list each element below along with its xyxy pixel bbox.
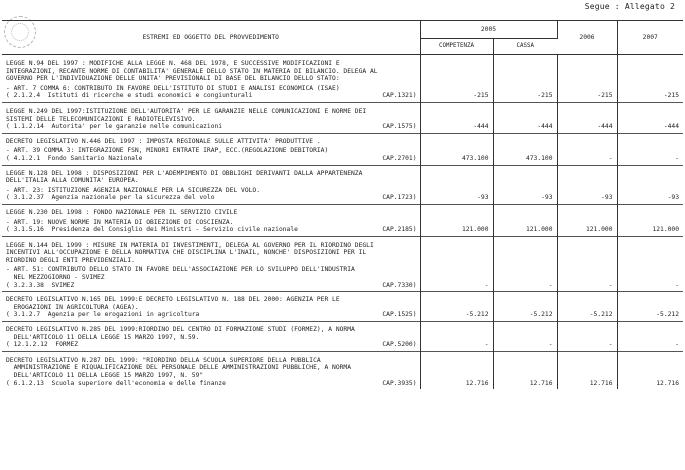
article-line: - ART. 19: NUOVE NORME IN MATERIA DI OBIEZIONE DI COSCIENZA. <box>6 218 234 226</box>
chapter-number: CAP.2701) <box>382 154 417 162</box>
article-line: - ART. 51: CONTRIBUTO DELLO STATO IN FAVORE DELL'ASSOCIAZIONE PER LO SVILUPPO DELL'INDUSTRIA <box>6 266 355 274</box>
value-cell <box>493 102 557 133</box>
provision-title-line: DELL'ARTICOLO 11 DELLA LEGGE 15 MARZO 1997, N. 59" <box>6 372 204 379</box>
budget-code-line <box>6 282 420 290</box>
cassa-2005-value: -93 <box>541 194 553 202</box>
value-cell <box>420 292 493 322</box>
table-row <box>2 292 683 322</box>
provision-title-line: LEGGE N.144 DEL 1999 : MISURE IN MATERIA DI INVESTIMENTI, DELEGA AL GOVERNO PER IL RIORDINO DEGLI <box>6 241 374 249</box>
provision-title-line: DELL'ITALIA ALLA COMUNITA' EUROPEA. <box>6 177 139 185</box>
year-2007-value: - <box>675 281 680 289</box>
year-2007-value: -215 <box>663 92 680 100</box>
article-line: - ART. 39 COMMA 3: INTEGRAZIONE FSN, MINORI ENTRATE IRAP, ECC.(REGOLAZIONE DEBITORIA) <box>6 147 329 155</box>
provision-title-line: SISTEMI DELLE TELECOMUNICAZIONI E RADIOTELEVISIVO. <box>6 115 196 123</box>
year-2006-header: 2006 <box>557 21 617 55</box>
provision-cell <box>2 55 420 103</box>
table-row <box>2 236 683 292</box>
value-cell <box>420 102 493 133</box>
year-2006-value: 121.000 <box>585 226 613 234</box>
year-2005-header: 2005 <box>420 21 557 39</box>
value-cell <box>493 55 557 103</box>
value-cell <box>493 322 557 352</box>
year-2006-value: -93 <box>601 194 613 202</box>
provision-cell <box>2 292 420 322</box>
year-2006-value: -5.212 <box>589 311 613 319</box>
value-cell <box>420 165 493 204</box>
chapter-number: CAP.2185) <box>382 226 417 234</box>
budget-code-line <box>6 226 420 234</box>
cassa-2005-value: 121.000 <box>525 226 553 234</box>
budget-code: ( 12.1.2.12 FORMEZ <box>6 341 79 349</box>
competenza-2005-value: - <box>484 281 489 289</box>
year-2007-value: -93 <box>667 194 680 202</box>
provision-title-line: INCENTIVI ALL'OCCUPAZIONE E DELLA NORMATIVA CHE DISCIPLINA L'INAIL, NONCHE' DISPOSIZIONI PER IL <box>6 249 367 257</box>
value-cell <box>617 322 683 352</box>
value-cell <box>557 165 617 204</box>
budget-code: ( 4.1.2.1 Fondo Sanitario Nazionale <box>6 154 143 162</box>
competenza-2005-value: 121.000 <box>461 226 489 234</box>
chapter-number: CAP.1575) <box>382 123 417 131</box>
value-cell <box>493 165 557 204</box>
budget-code: ( 3.1.5.16 Presidenza del Consiglio dei Ministri - Servizio civile nazionale <box>6 226 298 234</box>
chapter-number: CAP.7330) <box>382 281 417 289</box>
provision-title-line: LEGGE N.94 DEL 1997 : MODIFICHE ALLA LEGGE N. 468 DEL 1978, E SUCCESSIVE MODIFICAZIONI E <box>6 60 340 67</box>
value-cell <box>557 292 617 322</box>
cassa-2005-value: 473.100 <box>525 154 553 162</box>
provision-title-line: INTEGRAZIONI, RECANTE NORME DI CONTABILITA' GENERALE DELLO STATO IN MATERIA DI BILANCIO. DELEGA AL <box>6 67 378 75</box>
year-2007-value: 121.000 <box>652 226 680 234</box>
provision-title-line: DECRETO LEGISLATIVO N.287 DEL 1999: "RIORDINO DELLA SCUOLA SUPERIORE DELLA PUBBLICA <box>6 356 321 364</box>
table-body <box>2 55 683 390</box>
provision-title-line: LEGGE N.230 DEL 1998 : FONDO NAZIONALE PER IL SERVIZIO CIVILE <box>6 208 238 216</box>
provision-cell <box>2 236 420 292</box>
budget-code-line <box>6 341 420 349</box>
provision-title-line: DELL'ARTICOLO 11 DELLA LEGGE 15 MARZO 1997, N.59. <box>6 333 200 341</box>
cassa-2005-value: 12.716 <box>529 379 553 387</box>
provision-title-line: AMMINISTRAZIONE E RIQUALIFICAZIONE DEL PERSONALE DELLE AMMINISTRAZIONI PUBBLICHE, A NORMA <box>6 364 351 372</box>
chapter-number: CAP.3935) <box>382 379 417 387</box>
table-row <box>2 55 683 103</box>
competenza-header: COMPETENZA <box>420 39 493 55</box>
chapter-number: CAP.1525) <box>382 311 417 319</box>
value-cell <box>617 204 683 236</box>
cassa-2005-value: -444 <box>537 123 553 131</box>
budget-code-line <box>6 155 420 163</box>
value-cell <box>420 236 493 292</box>
year-2007-value: - <box>675 154 680 162</box>
subject-column-header: ESTREMI ED OGGETTO DEL PROVVEDIMENTO <box>2 21 420 55</box>
provision-title-line: GOVERNO PER L'INDIVIDUAZIONE DELLE UNITA' PREVISIONALI DI BASE DEL BILANCIO DELLO STATO: <box>6 75 340 83</box>
budget-code-line <box>6 92 420 100</box>
page-header: Segue : Allegato 2 <box>584 2 675 11</box>
provision-title-line: LEGGE N.128 DEL 1998 : DISPOSIZIONI PER L'ADEMPIMENTO DI OBBLIGHI DERIVANTI DALLA APPARTENENZA <box>6 169 363 177</box>
competenza-2005-value: 473.100 <box>461 154 489 162</box>
value-cell <box>617 55 683 103</box>
value-cell <box>557 351 617 389</box>
year-2007-value: -444 <box>663 123 680 131</box>
cassa-2005-value: - <box>548 341 553 349</box>
year-2006-value: - <box>608 281 613 289</box>
budget-code: ( 6.1.2.13 Scuola superiore dell'economia e delle finanze <box>6 379 226 387</box>
provision-cell <box>2 204 420 236</box>
value-cell <box>493 236 557 292</box>
year-2007-value: 12.716 <box>656 379 680 387</box>
table-row <box>2 322 683 352</box>
value-cell <box>617 102 683 133</box>
competenza-2005-value: -444 <box>473 123 489 131</box>
year-2007-value: -5.212 <box>656 311 680 319</box>
value-cell <box>617 236 683 292</box>
value-cell <box>420 204 493 236</box>
competenza-2005-value: - <box>484 341 489 349</box>
value-cell <box>557 55 617 103</box>
year-2006-value: - <box>608 341 613 349</box>
competenza-2005-value: 12.716 <box>465 379 489 387</box>
budget-code-line <box>6 380 420 388</box>
article-line: - ART. 7 COMMA 6: CONTRIBUTO IN FAVORE DELL'ISTITUTO DI STUDI E ANALISI ECONOMICA (ISAE) <box>6 84 340 92</box>
table-row <box>2 102 683 133</box>
value-cell <box>493 204 557 236</box>
provision-cell <box>2 102 420 133</box>
cassa-2005-value: -215 <box>537 92 553 100</box>
value-cell <box>557 204 617 236</box>
value-cell <box>617 292 683 322</box>
value-cell <box>493 292 557 322</box>
budget-code-line <box>6 194 420 202</box>
provision-title-line: DECRETO LEGISLATIVO N.446 DEL 1997 : IMPOSTA REGIONALE SULLE ATTIVITA' PRODUTTIVE . <box>6 137 321 145</box>
chapter-number: CAP.5200) <box>382 341 417 349</box>
value-cell <box>420 133 493 165</box>
value-cell <box>617 351 683 389</box>
value-cell <box>617 133 683 165</box>
article-line: - ART. 23: ISTITUZIONE AGENZIA NAZIONALE PER LA SICUREZZA DEL VOLO. <box>6 186 261 194</box>
value-cell <box>420 322 493 352</box>
table-row <box>2 351 683 389</box>
year-2006-value: 12.716 <box>589 379 613 387</box>
chapter-number: CAP.1723) <box>382 194 417 202</box>
year-2006-value: -444 <box>597 123 613 131</box>
value-cell <box>617 165 683 204</box>
budget-code: ( 3.1.2.37 Agenzia nazionale per la sicurezza del volo <box>6 194 215 202</box>
chapter-number: CAP.1321) <box>382 92 417 100</box>
value-cell <box>557 322 617 352</box>
provision-title-line: EROGAZIONI IN AGRICOLTURA (AGEA). <box>6 303 139 311</box>
budget-code-line <box>6 123 420 131</box>
value-cell <box>420 351 493 389</box>
provision-title-line: DECRETO LEGISLATIVO N.285 DEL 1999:RIORDINO DEL CENTRO DI FORMAZIONE STUDI (FORMEZ), A NORMA <box>6 326 355 334</box>
value-cell <box>493 133 557 165</box>
budget-code: ( 3.2.3.38 SVIMEZ <box>6 281 75 289</box>
provision-title-line: DECRETO LEGISLATIVO N.165 DEL 1999:E DECRETO LEGISLATIVO N. 188 DEL 2000: AGENZIA PER LE <box>6 296 340 304</box>
provision-cell <box>2 351 420 389</box>
cassa-2005-value: - <box>548 281 553 289</box>
competenza-2005-value: -93 <box>477 194 489 202</box>
provision-title-line: RIORDINO DEGLI ENTI PREVIDENZIALI. <box>6 256 135 264</box>
table-row <box>2 204 683 236</box>
budget-code: ( 1.1.2.14 Autorita' per le garanzie nelle comunicazioni <box>6 123 223 131</box>
table-row <box>2 165 683 204</box>
table-row <box>2 133 683 165</box>
value-cell <box>557 133 617 165</box>
value-cell <box>557 236 617 292</box>
budget-code-line <box>6 311 420 319</box>
competenza-2005-value: -215 <box>473 92 489 100</box>
cassa-header: CASSA <box>493 39 557 55</box>
provision-cell <box>2 133 420 165</box>
year-2006-value: - <box>608 154 613 162</box>
value-cell <box>493 351 557 389</box>
provision-title-line: LEGGE N.249 DEL 1997:ISTITUZIONE DELL'AUTORITA' PER LE GARANZIE NELLE COMUNICAZIONI E NORME DEI <box>6 107 367 115</box>
year-2007-header: 2007 <box>617 21 683 55</box>
competenza-2005-value: -5.212 <box>465 311 489 319</box>
budget-code: ( 2.1.2.4 Istituti di ricerche e studi economici e congiunturali <box>6 92 253 100</box>
budget-code: ( 3.1.2.7 Agenzia per le erogazioni in agricoltura <box>6 311 200 319</box>
year-2007-value: - <box>675 341 680 349</box>
value-cell <box>420 55 493 103</box>
value-cell <box>557 102 617 133</box>
year-2006-value: -215 <box>597 92 613 100</box>
provision-cell <box>2 165 420 204</box>
budget-table <box>2 20 683 389</box>
provision-cell <box>2 322 420 352</box>
article-line: NEL MEZZOGIORNO - SVIMEZ <box>6 274 105 282</box>
cassa-2005-value: -5.212 <box>529 311 553 319</box>
